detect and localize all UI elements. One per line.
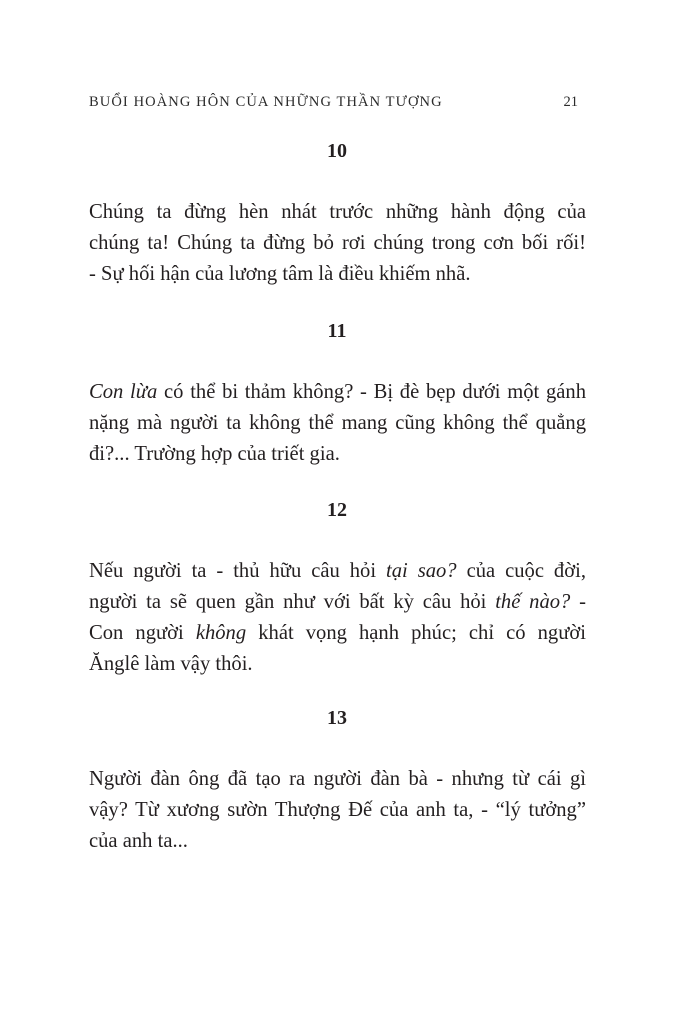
text-line: đi?... Trường hợp của triết gia. [89,443,340,465]
text-fragment: của cuộc đời, [456,560,586,582]
text-fragment: khát vọng hạnh phúc; chỉ có người [246,622,586,644]
text-fragment: Nếu người ta - thủ hữu câu hỏi [89,560,386,582]
aphorism-number: 12 [327,499,347,521]
text-line [89,556,586,587]
text-line: chúng ta! Chúng ta đừng bỏ rơi chúng trong cơn bối rối! [89,232,586,254]
aphorism-text [89,377,586,470]
aphorism-text [89,556,586,680]
aphorism-text [89,197,586,290]
text-fragment: người ta sẽ quen gần như với bất kỳ câu hỏi [89,591,496,613]
text-fragment: - [570,591,586,613]
text-line: nặng mà người ta không thể mang cũng không thể quẳng [89,412,586,434]
text-line [89,618,586,649]
italic-term: tại sao? [386,560,457,582]
aphorism-number: 10 [327,140,347,162]
running-head: BUỔI HOÀNG HÔN CỦA NHỮNG THẦN TƯỢNG [89,94,443,110]
text-line [89,377,586,408]
aphorism-number: 11 [327,320,347,342]
text-line: Người đàn ông đã tạo ra người đàn bà - nhưng từ cái gì [89,768,586,790]
text-fragment: Con người [89,622,196,644]
aphorism-text [89,764,586,857]
text-line: - Sự hối hận của lương tâm là điều khiếm nhã. [89,263,471,285]
text-line: của anh ta... [89,830,188,852]
text-line [89,587,586,618]
text-fragment: có thể bi thảm không? - Bị đè bẹp dưới một gánh [157,381,587,403]
aphorism-number: 13 [327,707,347,729]
italic-term: thế nào? [495,591,571,613]
text-line: vậy? Từ xương sườn Thượng Đế của anh ta, - “lý tưởng” [89,799,586,821]
italic-term: không [195,622,247,644]
italic-term: Con lừa [89,381,158,403]
text-line: Chúng ta đừng hèn nhát trước những hành động của [89,201,586,223]
page-number: 21 [563,94,578,110]
text-line: Ănglê làm vậy thôi. [89,653,253,675]
